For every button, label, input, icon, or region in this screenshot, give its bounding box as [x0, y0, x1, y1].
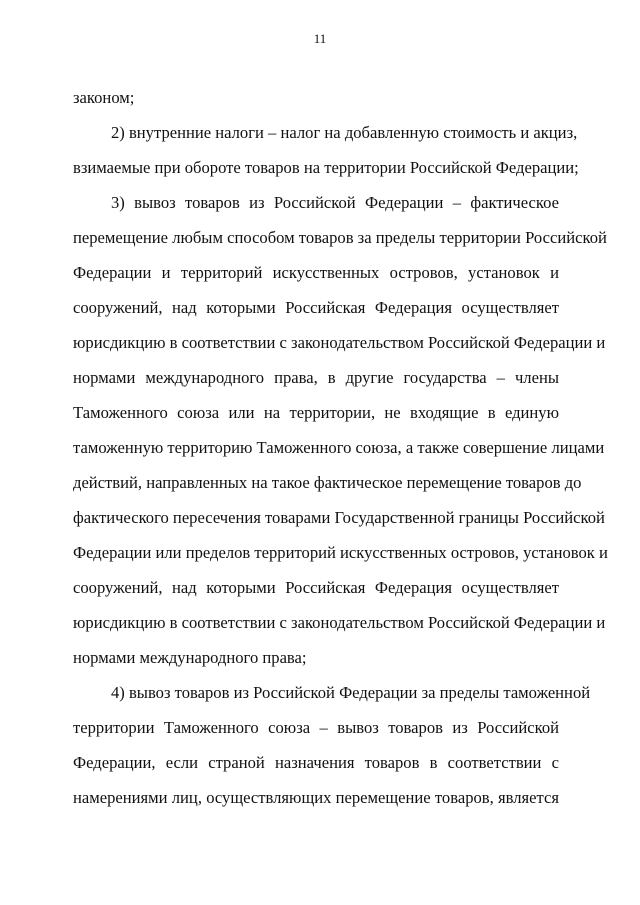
text-line: намерениями лиц, осуществляющих перемещение товаров, является	[73, 788, 559, 807]
text-line: юрисдикцию в соответствии с законодательством Российской Федерации и	[73, 613, 606, 632]
text-line: юрисдикцию в соответствии с законодательством Российской Федерации и	[73, 333, 606, 352]
text-line-item-2: 2) внутренние налоги – налог на добавленную стоимость и акциз,	[111, 123, 578, 142]
text-line: таможенную территорию Таможенного союза, а также совершение лицами	[73, 438, 605, 457]
text-line-continuation: законом;	[73, 88, 135, 107]
text-line: Федерации или пределов территорий искусственных островов, установок и	[73, 543, 608, 562]
text-line: сооружений, над которыми Российская Федерация осуществляет	[73, 298, 559, 317]
text-line-item-3: 3) вывоз товаров из Российской Федерации – фактическое	[111, 193, 559, 212]
page-number: 11	[313, 31, 327, 46]
text-line: нормами международного права;	[73, 648, 307, 667]
text-line: нормами международного права, в другие государства – члены	[73, 368, 559, 387]
text-line: перемещение любым способом товаров за пределы территории Российской	[73, 228, 607, 247]
text-line: сооружений, над которыми Российская Федерация осуществляет	[73, 578, 559, 597]
text-line: фактического пересечения товарами Государственной границы Российской	[73, 508, 605, 527]
text-line: территории Таможенного союза – вывоз товаров из Российской	[73, 718, 559, 737]
text-line: взимаемые при обороте товаров на территории Российской Федерации;	[73, 158, 579, 177]
text-line: Федерации и территорий искусственных островов, установок и	[73, 263, 559, 282]
text-line: Федерации, если страной назначения товаров в соответствии с	[73, 753, 559, 772]
text-line: действий, направленных на такое фактическое перемещение товаров до	[73, 473, 582, 492]
text-line-item-4: 4) вывоз товаров из Российской Федерации за пределы таможенной	[111, 683, 591, 702]
text-line: Таможенного союза или на территории, не входящие в единую	[73, 403, 559, 422]
